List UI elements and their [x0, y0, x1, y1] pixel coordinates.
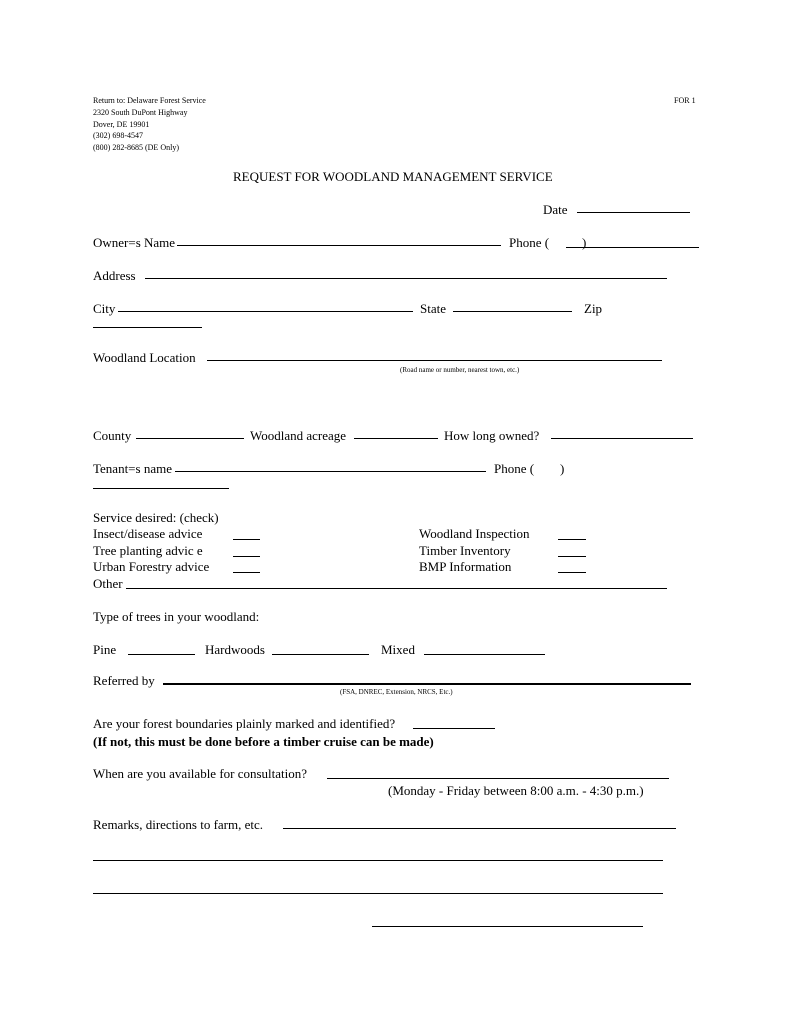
tenant-phone-field[interactable]: [93, 488, 229, 489]
service-tree-planting-check[interactable]: [233, 556, 260, 557]
address-label: Address: [93, 268, 136, 283]
remarks-field-line-2[interactable]: [93, 860, 663, 861]
address-field[interactable]: [145, 278, 667, 279]
woodland-location-hint: (Road name or number, nearest town, etc.): [400, 366, 520, 374]
woodland-location-label: Woodland Location: [93, 350, 196, 365]
service-woodland-inspection-check[interactable]: [558, 539, 586, 540]
remarks-field-line-3[interactable]: [93, 893, 663, 894]
signature-line[interactable]: [372, 926, 643, 927]
consultation-field[interactable]: [327, 778, 669, 779]
boundaries-question: Are your forest boundaries plainly marked and identified?: [93, 716, 396, 731]
pine-label: Pine: [93, 642, 117, 657]
referred-hint: (FSA, DNREC, Extension, NRCS, Etc.): [340, 688, 453, 696]
remarks-field-line-1[interactable]: [283, 828, 676, 829]
form-id: FOR 1: [674, 96, 696, 105]
how-long-label: How long owned?: [444, 428, 540, 443]
how-long-field[interactable]: [551, 438, 693, 439]
remarks-label: Remarks, directions to farm, etc.: [93, 817, 264, 832]
city-label: City: [93, 301, 116, 316]
zip-field[interactable]: [93, 327, 202, 328]
hardwoods-label: Hardwoods: [205, 642, 265, 657]
consultation-question: When are you available for consultation?: [93, 766, 308, 781]
service-urban-forestry-check[interactable]: [233, 572, 260, 573]
owner-phone-field[interactable]: [566, 247, 699, 248]
tenant-phone-close: ): [560, 461, 565, 476]
owner-phone-label: Phone (: [509, 235, 550, 250]
woodland-location-field[interactable]: [207, 360, 662, 361]
service-insect-check[interactable]: [233, 539, 260, 540]
service-timber-inventory-label: Timber Inventory: [419, 543, 511, 558]
tenant-phone-label: Phone (: [494, 461, 535, 476]
service-bmp-label: BMP Information: [419, 559, 512, 574]
hardwoods-field[interactable]: [272, 654, 369, 655]
return-address-line: (302) 698-4547: [93, 131, 143, 140]
other-label: Other: [93, 576, 123, 591]
boundaries-field[interactable]: [413, 728, 495, 729]
pine-field[interactable]: [128, 654, 195, 655]
referred-field[interactable]: [163, 683, 691, 685]
referred-label: Referred by: [93, 673, 155, 688]
state-label: State: [420, 301, 446, 316]
service-desired-label: Service desired: (check): [93, 510, 219, 525]
state-field[interactable]: [453, 311, 572, 312]
return-address-line: (800) 282-8685 (DE Only): [93, 143, 179, 152]
service-urban-forestry-label: Urban Forestry advice: [93, 559, 210, 574]
tenant-name-field[interactable]: [175, 471, 486, 472]
zip-label: Zip: [584, 301, 603, 316]
other-field[interactable]: [126, 588, 667, 589]
service-timber-inventory-check[interactable]: [558, 556, 586, 557]
date-field[interactable]: [577, 212, 690, 213]
service-bmp-check[interactable]: [558, 572, 586, 573]
mixed-label: Mixed: [381, 642, 415, 657]
acreage-field[interactable]: [354, 438, 438, 439]
city-field[interactable]: [118, 311, 413, 312]
county-label: County: [93, 428, 132, 443]
owner-name-label: Owner=s Name: [93, 235, 176, 250]
form-title: REQUEST FOR WOODLAND MANAGEMENT SERVICE: [233, 169, 553, 184]
return-address-line: Dover, DE 19901: [93, 120, 150, 129]
tenant-name-label: Tenant=s name: [93, 461, 172, 476]
boundaries-note: (If not, this must be done before a timber cruise can be made): [93, 734, 434, 749]
service-tree-planting-label: Tree planting advic e: [93, 543, 203, 558]
owner-phone-close: ): [582, 235, 587, 250]
consultation-hours: (Monday - Friday between 8:00 a.m. - 4:30 p.m.): [388, 783, 644, 798]
service-insect-label: Insect/disease advice: [93, 526, 203, 541]
trees-label: Type of trees in your woodland:: [93, 609, 260, 624]
mixed-field[interactable]: [424, 654, 545, 655]
return-address-line: Return to: Delaware Forest Service: [93, 96, 206, 105]
acreage-label: Woodland acreage: [250, 428, 347, 443]
date-label: Date: [543, 202, 568, 217]
owner-name-field[interactable]: [177, 245, 501, 246]
return-address-line: 2320 South DuPont Highway: [93, 108, 188, 117]
service-woodland-inspection-label: Woodland Inspection: [419, 526, 530, 541]
county-field[interactable]: [136, 438, 244, 439]
